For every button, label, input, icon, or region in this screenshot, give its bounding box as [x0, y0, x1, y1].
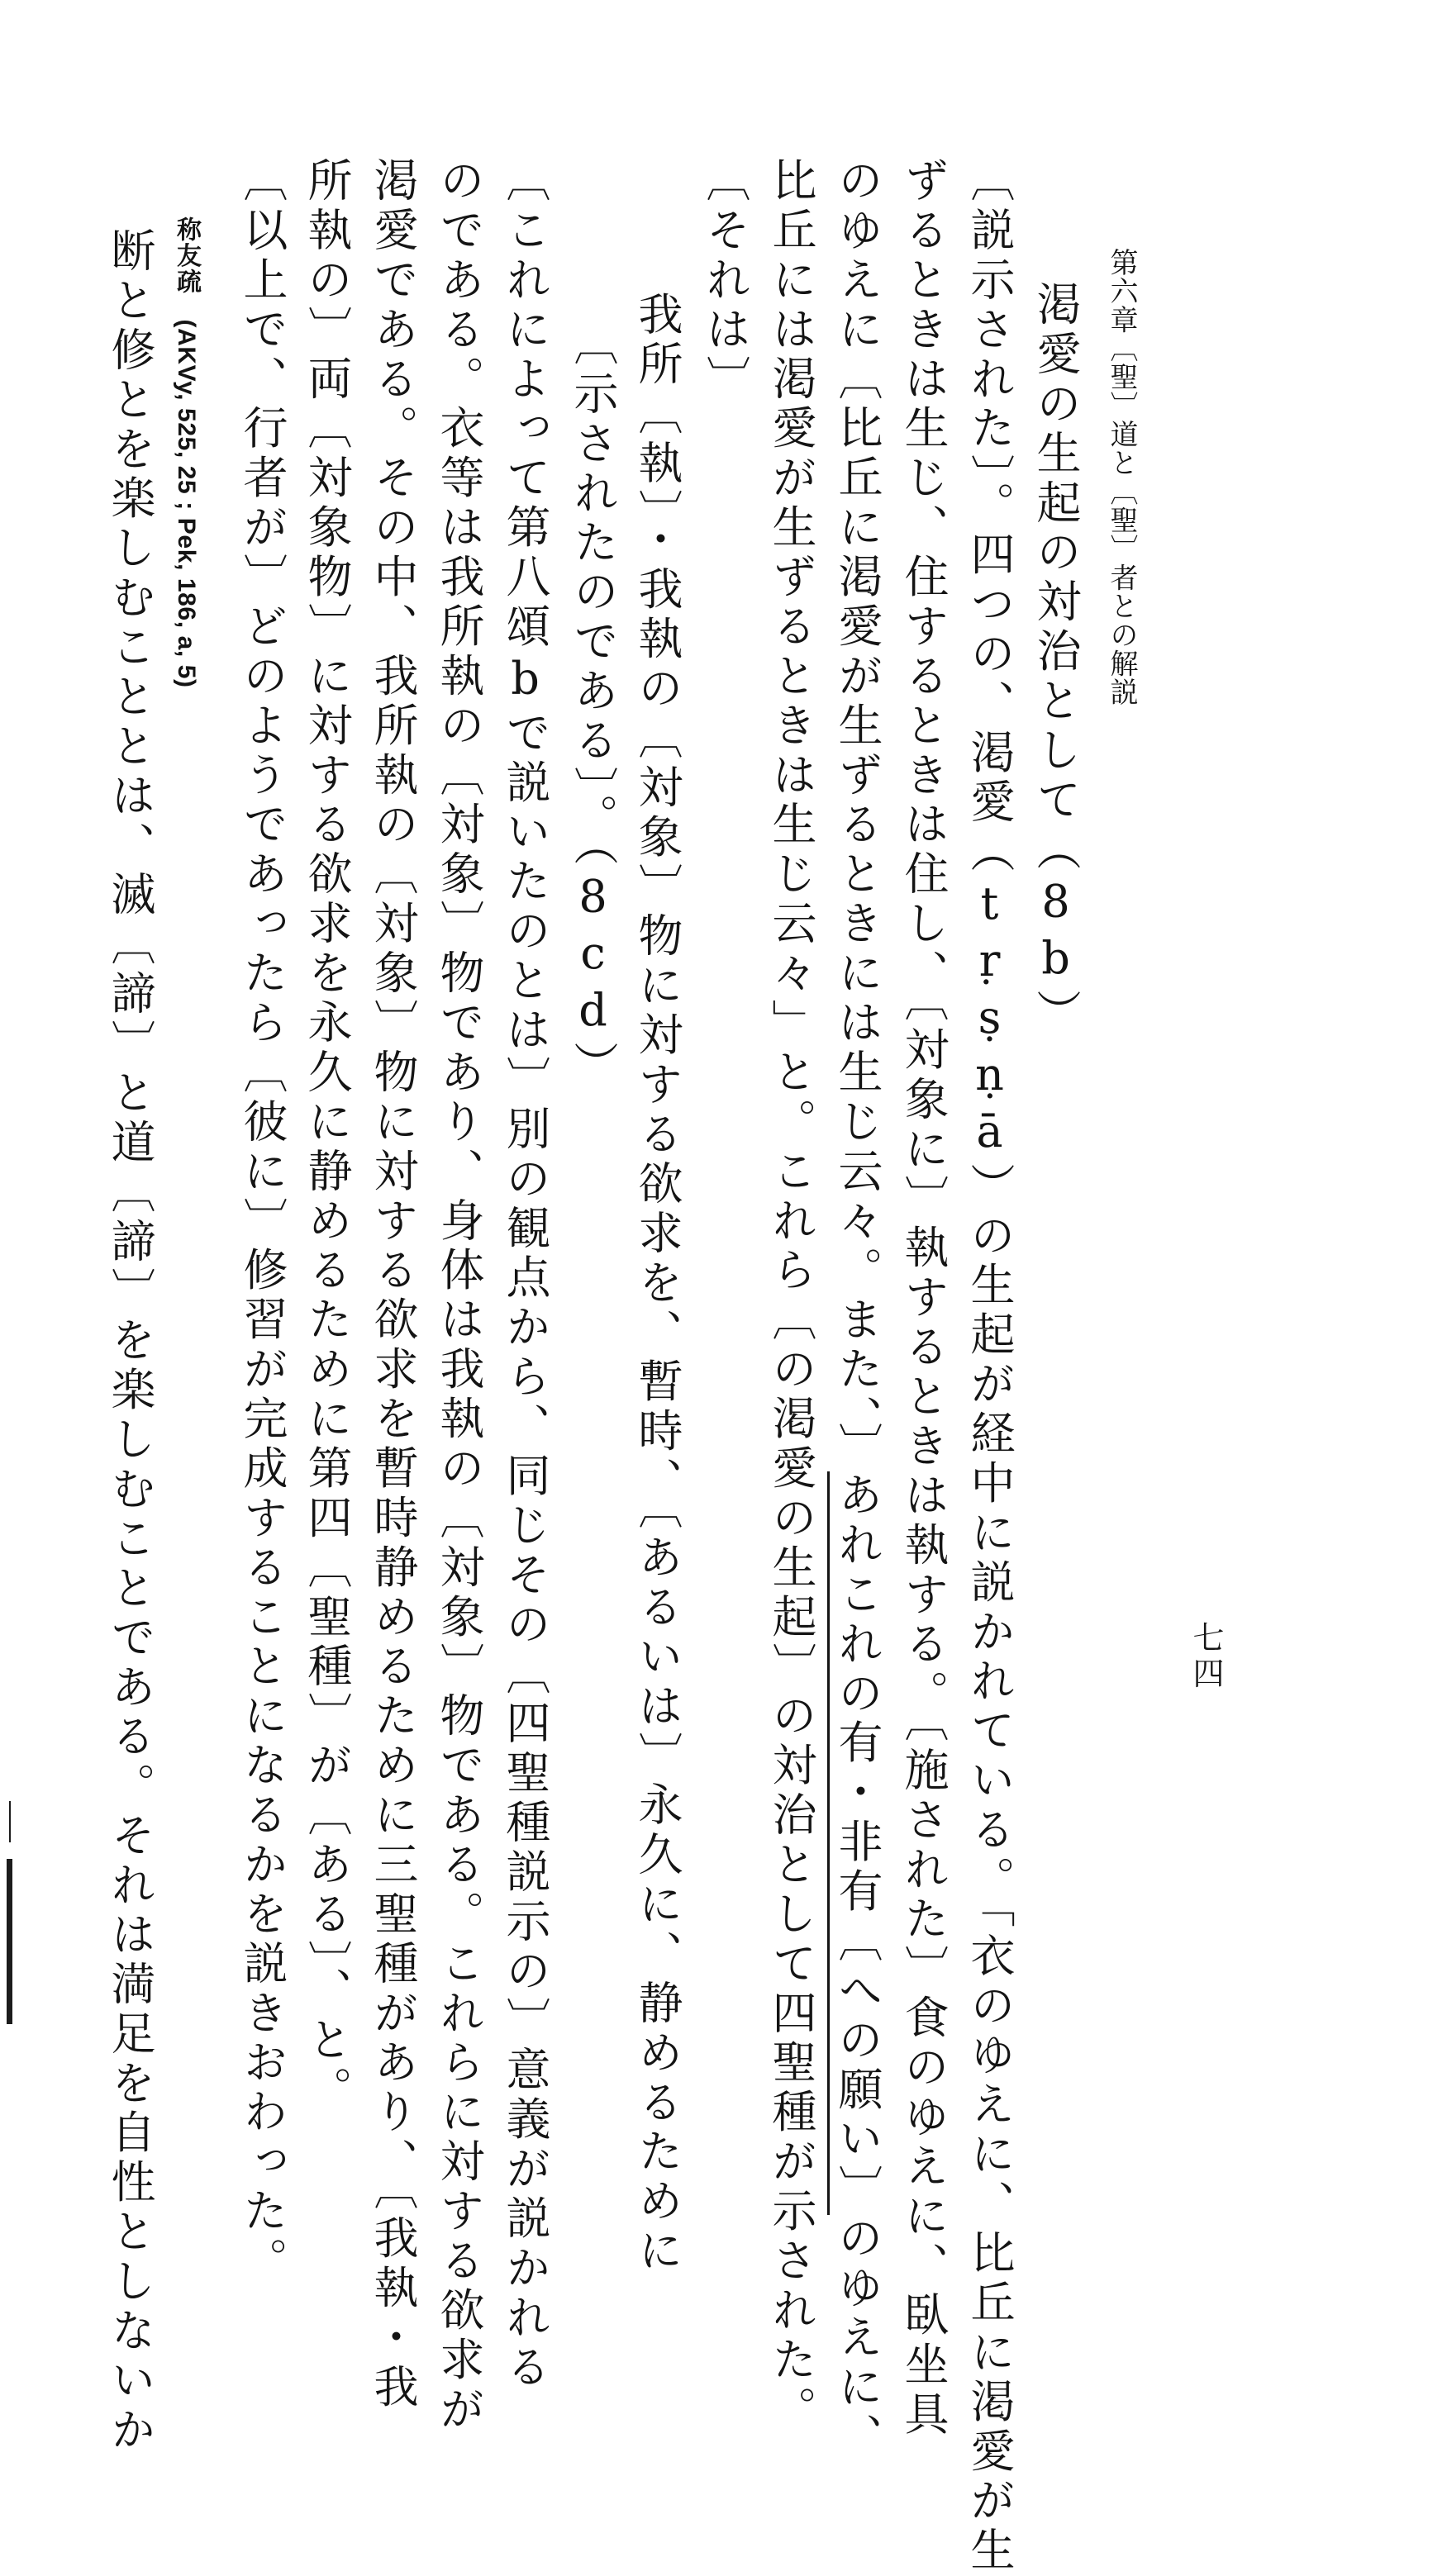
verse-column-1: 我所〔執〕・我執の〔対象〕物に対する欲求を、暫時、〔あるいは〕永久に、静めるために: [631, 291, 683, 2277]
source-note-reference: (AKVy, 525, 25 ; Pek, 186, a, 5): [173, 319, 200, 688]
text-column-6: 〔それは〕: [699, 157, 751, 405]
text-column-9: 〔これによって第八頌bで説いたのとは〕別の観点から、同じその〔四聖種説示の〕意義が説かれる: [499, 157, 551, 2393]
text-column-11: 渇愛である。その中、我所執の〔対象〕物に対する欲求を暫時静めるために三聖種があり、〔我執・我: [367, 157, 419, 2413]
scan-edge-speck: [9, 1801, 11, 1842]
text-column-1: 渇愛の生起の対治として（8b）: [1030, 281, 1082, 1039]
text-column-12: 所執の〕両〔対象物〕に対する欲求を永久に静めるために第四〔聖種〕が〔ある〕、と。: [301, 157, 353, 2116]
text-column-3: ずるときは生じ、住するときは住し、〔対象に〕執するときは執する。〔施された〕食のゆえに、臥坐具: [897, 157, 950, 2441]
text-column-10: のである。衣等は我所執の〔対象〕物であり、身体は我執の〔対象〕物である。これらに対する欲求が: [433, 157, 485, 2436]
text-column-5: 比丘には渇愛が生ずるときは生じ云々」と。これら〔の渇愛の生起〕の対治として四聖種が示された。: [765, 157, 817, 2436]
underlined-phrase: あれこれの有・非有〔への願い〕: [827, 1471, 883, 2214]
text-column-4-pre: のゆえに〔比丘に渇愛が生ずるときには生じ云々。また、〕: [831, 157, 883, 1472]
text-column-13: 〔以上で、行者が〕どのようであったら〔彼に〕修習が完成することになるかを説きおわった。: [236, 157, 288, 2287]
source-note-title: 称友疏: [172, 216, 201, 295]
text-column-14: 断と修とを楽しむこととは、滅〔諦〕と道〔諦〕を楽しむことである。それは満足を自性としないか: [104, 227, 156, 2456]
text-column-2: 〔説示された〕。四つの、渇愛（tṛṣṇā）の生起が経中に説かれている。「衣のゆえに、比丘に渇愛が生: [964, 157, 1016, 2576]
scan-edge-mark: [7, 1859, 12, 2024]
text-column-4-post: のゆえに、: [831, 2214, 883, 2463]
verse-column-2: 〔示されたのである〕。（8cd）: [567, 321, 619, 1091]
page-number: 七四: [1188, 1621, 1224, 1694]
source-note: [172, 216, 201, 688]
chapter-header: 第六章〔聖〕道と〔聖〕者との解説: [1105, 248, 1138, 706]
text-column-4: [831, 157, 883, 2463]
